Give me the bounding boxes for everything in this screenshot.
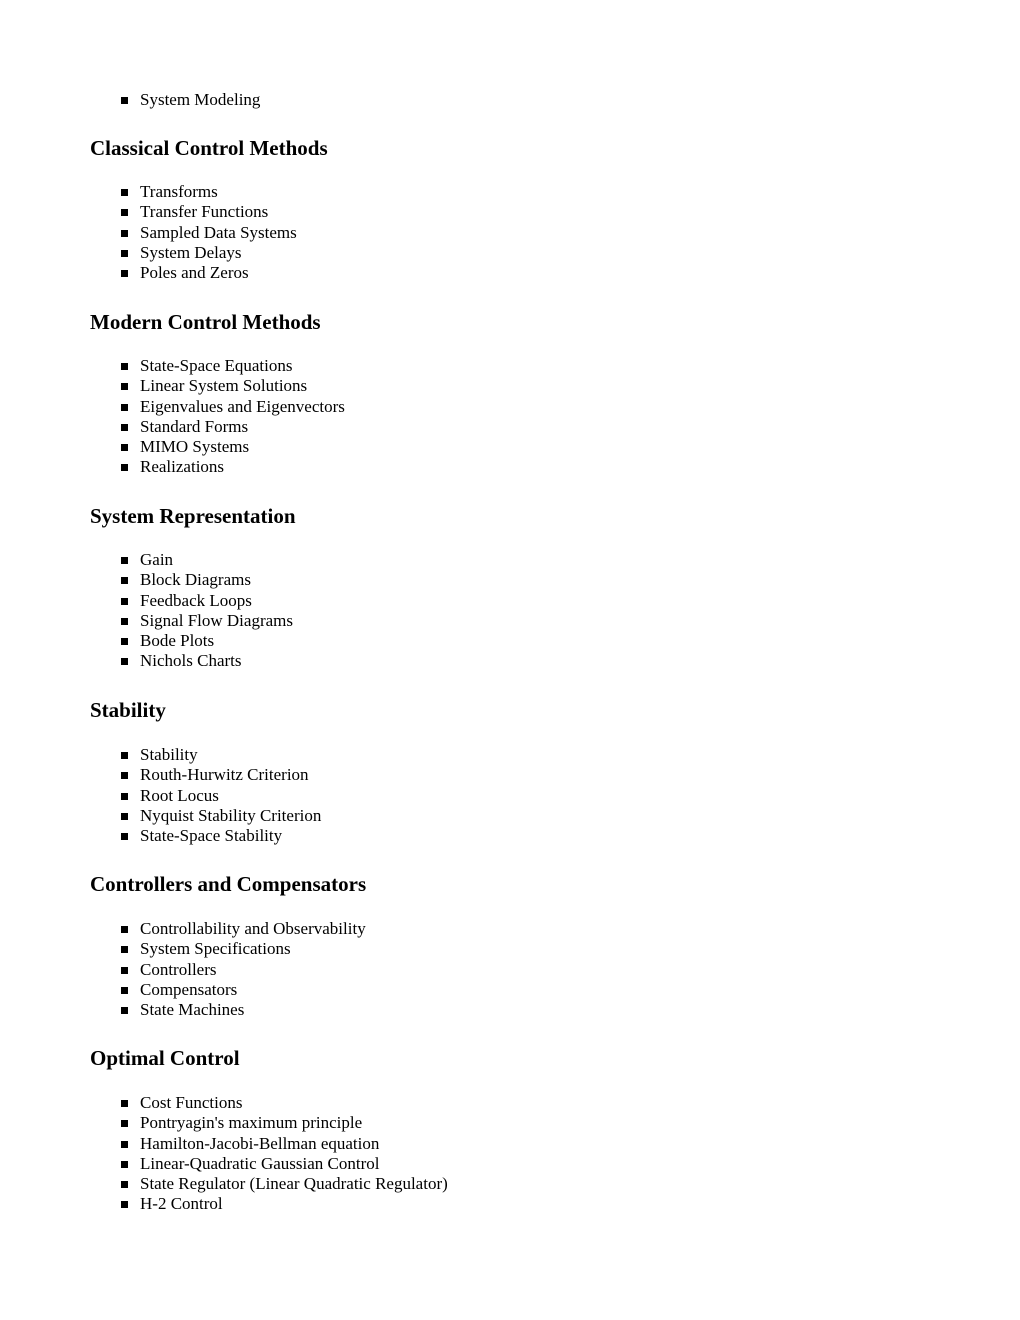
list-item-label[interactable]: Compensators (140, 979, 238, 999)
list-item-label[interactable]: Nyquist Stability Criterion (140, 805, 322, 825)
square-bullet-icon (121, 464, 128, 471)
square-bullet-icon (121, 404, 128, 411)
square-bullet-icon (121, 1100, 128, 1107)
list-item-label[interactable]: MIMO Systems (140, 437, 250, 457)
square-bullet-icon (121, 1161, 128, 1168)
list-item-label[interactable]: State Machines (140, 1000, 245, 1020)
square-bullet-icon (121, 752, 128, 759)
list-item-label[interactable]: Transfer Functions (140, 202, 269, 222)
square-bullet-icon (121, 1120, 128, 1127)
square-bullet-icon (121, 250, 128, 257)
list-item-label[interactable]: H-2 Control (140, 1194, 223, 1214)
square-bullet-icon (121, 926, 128, 933)
square-bullet-icon (121, 363, 128, 370)
square-bullet-icon (121, 189, 128, 196)
section-heading: Controllers and Compensators (90, 872, 367, 896)
section-heading: Modern Control Methods (90, 310, 321, 334)
list-item-label[interactable]: Root Locus (140, 785, 219, 805)
square-bullet-icon (121, 967, 128, 974)
list-item-label[interactable]: Linear-Quadratic Gaussian Control (140, 1153, 380, 1173)
list-item-label[interactable]: Standard Forms (140, 416, 249, 436)
list-item-label[interactable]: Nichols Charts (140, 651, 242, 671)
list-item-label[interactable]: System Modeling (140, 90, 261, 109)
list-item-label[interactable]: Block Diagrams (140, 570, 251, 590)
section-heading: Optimal Control (90, 1046, 240, 1070)
section-heading: Classical Control Methods (90, 136, 328, 160)
square-bullet-icon (121, 813, 128, 820)
square-bullet-icon (121, 424, 128, 431)
square-bullet-icon (121, 270, 128, 277)
list-item-label[interactable]: State-Space Equations (140, 356, 293, 375)
square-bullet-icon (121, 833, 128, 840)
list-item-label[interactable]: System Specifications (140, 939, 291, 959)
list-item-label[interactable]: Cost Functions (140, 1093, 243, 1112)
list-item-label[interactable]: State Regulator (Linear Quadratic Regulator) (140, 1174, 448, 1194)
square-bullet-icon (121, 793, 128, 800)
list-item-label[interactable]: Eigenvalues and Eigenvectors (140, 396, 345, 416)
list-item-label[interactable]: Gain (140, 550, 174, 569)
list-item-label[interactable]: Feedback Loops (140, 590, 252, 610)
list-item-label[interactable]: Hamilton-Jacobi-Bellman equation (140, 1133, 380, 1153)
square-bullet-icon (121, 946, 128, 953)
square-bullet-icon (121, 772, 128, 779)
square-bullet-icon (121, 383, 128, 390)
list-item-label[interactable]: Bode Plots (140, 631, 215, 651)
list-item-label[interactable]: Poles and Zeros (140, 263, 249, 283)
square-bullet-icon (121, 444, 128, 451)
list-item-label[interactable]: Transforms (140, 182, 218, 201)
list-item-label[interactable]: Signal Flow Diagrams (140, 610, 293, 630)
list-item-label[interactable]: Realizations (140, 457, 225, 477)
square-bullet-icon (121, 1181, 128, 1188)
list-item-label[interactable]: Controllability and Observability (140, 919, 366, 938)
square-bullet-icon (121, 638, 128, 645)
list-item-label[interactable]: System Delays (140, 242, 242, 262)
list-item-label[interactable]: Stability (140, 745, 198, 764)
square-bullet-icon (121, 557, 128, 564)
list-item-label[interactable]: Sampled Data Systems (140, 222, 297, 242)
square-bullet-icon (121, 618, 128, 625)
square-bullet-icon (121, 577, 128, 584)
list-item-label[interactable]: Controllers (140, 959, 217, 979)
square-bullet-icon (121, 97, 128, 104)
list-item-label[interactable]: State-Space Stability (140, 826, 283, 846)
square-bullet-icon (121, 1141, 128, 1148)
square-bullet-icon (121, 1007, 128, 1014)
square-bullet-icon (121, 658, 128, 665)
list-item-label[interactable]: Routh-Hurwitz Criterion (140, 765, 309, 785)
list-item-label[interactable]: Linear System Solutions (140, 376, 308, 396)
list-item-label[interactable]: Pontryagin's maximum principle (140, 1113, 363, 1133)
section-heading: Stability (90, 698, 166, 722)
square-bullet-icon (121, 230, 128, 237)
square-bullet-icon (121, 598, 128, 605)
square-bullet-icon (121, 1201, 128, 1208)
square-bullet-icon (121, 209, 128, 216)
section-heading: System Representation (90, 504, 296, 528)
square-bullet-icon (121, 987, 128, 994)
